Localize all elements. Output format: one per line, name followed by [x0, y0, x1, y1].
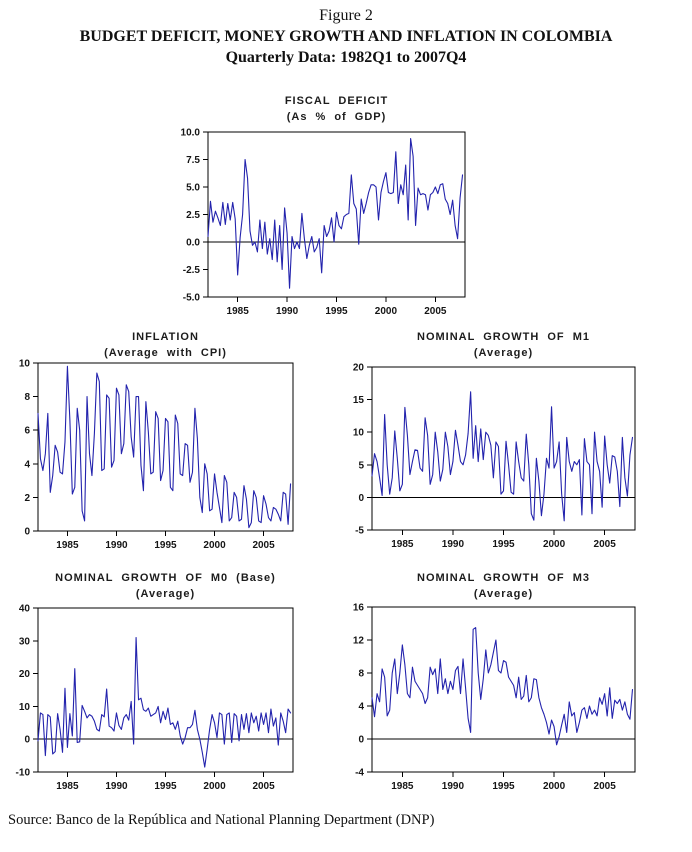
m3-growth-plot — [328, 599, 649, 798]
figure-number: Figure 2 — [319, 7, 373, 24]
y-tick-label: 30 — [18, 636, 30, 648]
y-tick-label: 0 — [24, 526, 30, 538]
y-tick-label: 16 — [352, 602, 364, 614]
y-tick-label: 20 — [352, 362, 364, 374]
chart-title: FISCAL DEFICIT — [284, 95, 389, 107]
y-tick-label: 5.0 — [186, 182, 200, 194]
y-tick-label: 0.0 — [186, 237, 200, 249]
x-tick-label: 1985 — [56, 540, 79, 551]
chart-head-fiscal-deficit — [208, 93, 465, 125]
fiscal-deficit-plot — [164, 124, 479, 323]
x-tick-label: 1985 — [391, 781, 414, 792]
chart-subtitle: (Average with CPI) — [104, 347, 227, 359]
series-line — [38, 638, 291, 768]
y-tick-label: 8 — [24, 392, 30, 404]
y-tick-label: 2.5 — [186, 210, 200, 221]
x-tick-label: 2005 — [424, 306, 447, 317]
plot-frame — [38, 608, 293, 772]
y-tick-label: 10.0 — [180, 127, 200, 139]
x-tick-label: 1995 — [154, 540, 177, 551]
chart-head-m1-growth — [372, 329, 635, 361]
series-line — [372, 392, 632, 521]
chart-subtitle: (Average) — [135, 588, 196, 600]
y-tick-label: 40 — [18, 603, 30, 615]
x-tick-label: 1995 — [325, 306, 348, 317]
figure-title: BUDGET DEFICIT, MONEY GROWTH AND INFLATION IN COLOMBIA — [79, 28, 613, 45]
chart-title: NOMINAL GROWTH OF M3 — [417, 572, 590, 584]
y-tick-label: 10 — [18, 701, 30, 713]
y-tick-label: -4 — [355, 767, 364, 779]
x-tick-label: 2000 — [542, 539, 566, 550]
x-tick-label: 2000 — [203, 540, 226, 551]
figure-subtitle: Quarterly Data: 1982Q1 to 2007Q4 — [225, 49, 467, 66]
x-tick-label: 1990 — [275, 306, 299, 317]
y-tick-label: 5 — [358, 460, 364, 472]
x-tick-label: 1995 — [492, 781, 515, 792]
x-tick-label: 2000 — [542, 781, 566, 792]
chart-title: NOMINAL GROWTH OF M1 — [417, 331, 590, 343]
y-tick-label: 8 — [358, 668, 364, 680]
y-tick-label: 10 — [352, 427, 364, 439]
y-tick-label: 0 — [24, 734, 30, 746]
x-tick-label: 1995 — [492, 539, 515, 550]
x-tick-label: 1990 — [441, 781, 465, 792]
y-tick-label: 12 — [352, 635, 364, 647]
series-line — [208, 139, 463, 289]
inflation-plot — [0, 355, 307, 557]
chart-subtitle: (Average) — [473, 347, 534, 359]
plot-frame — [372, 607, 635, 772]
x-tick-label: 1985 — [391, 539, 414, 550]
x-tick-label: 2000 — [203, 781, 226, 792]
y-tick-label: -10 — [15, 767, 30, 779]
chart-subtitle: (Average) — [473, 588, 534, 600]
chart-title: INFLATION — [132, 331, 199, 343]
x-tick-label: 1990 — [105, 781, 128, 792]
y-tick-label: -5.0 — [182, 292, 200, 304]
x-tick-label: 2000 — [374, 306, 398, 317]
y-tick-label: 4 — [24, 459, 30, 471]
x-tick-label: 1985 — [226, 306, 249, 317]
figure-heading — [0, 5, 692, 68]
x-tick-label: 2005 — [252, 540, 275, 551]
y-tick-label: 0 — [358, 734, 364, 746]
y-tick-label: 15 — [352, 395, 364, 407]
y-tick-label: 20 — [18, 669, 30, 681]
x-tick-label: 2005 — [252, 781, 275, 792]
x-tick-label: 2005 — [593, 539, 616, 550]
x-tick-label: 1990 — [441, 539, 465, 550]
x-tick-label: 1990 — [105, 540, 128, 551]
chart-head-m0-growth — [38, 570, 293, 602]
x-tick-label: 1995 — [154, 781, 177, 792]
chart-subtitle: (As % of GDP) — [286, 111, 387, 123]
y-tick-label: 7.5 — [186, 155, 200, 166]
x-tick-label: 2005 — [593, 781, 616, 792]
y-tick-label: 10 — [18, 358, 30, 370]
y-tick-label: 2 — [24, 492, 30, 504]
source-note: Source: Banco de la República and National Planning Department (DNP) — [8, 812, 435, 828]
y-tick-label: 4 — [358, 701, 364, 713]
m0-growth-plot — [0, 600, 307, 798]
series-line — [38, 366, 291, 527]
y-tick-label: 0 — [358, 492, 364, 504]
y-tick-label: 6 — [24, 425, 30, 437]
series-line — [372, 628, 632, 745]
y-tick-label: -5 — [355, 525, 364, 537]
chart-head-m3-growth — [372, 570, 635, 602]
y-tick-label: -2.5 — [182, 265, 200, 276]
x-tick-label: 1985 — [56, 781, 79, 792]
chart-title: NOMINAL GROWTH OF M0 (Base) — [55, 572, 276, 584]
m1-growth-plot — [328, 359, 649, 556]
